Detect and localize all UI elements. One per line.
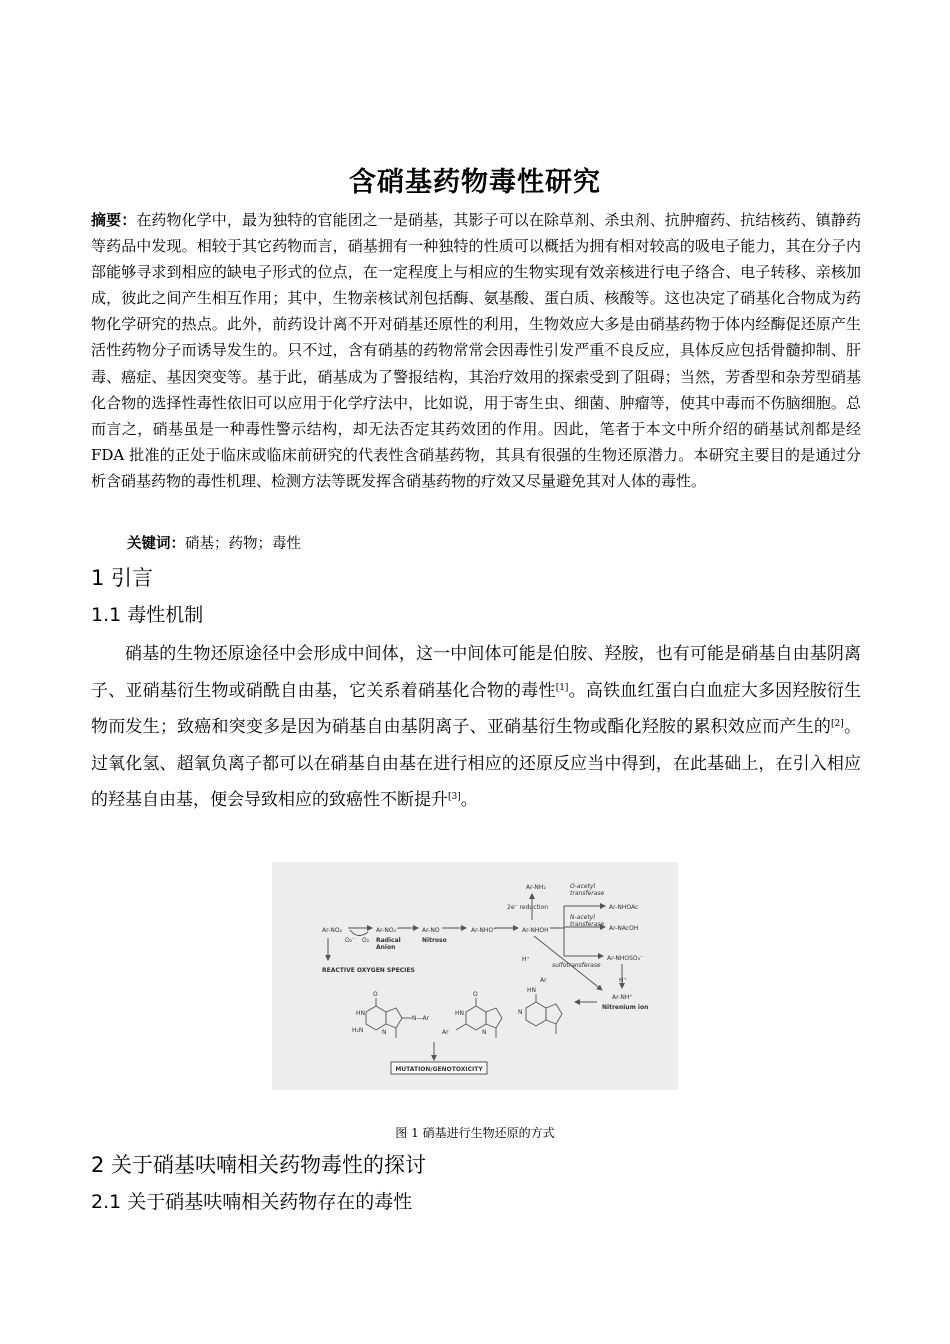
struct1-n: N (382, 1029, 387, 1036)
fig-label-o2: O₂ (362, 937, 370, 944)
section-heading-2: 2 关于硝基呋喃相关药物毒性的探讨 (91, 1153, 427, 1177)
citation-3[interactable]: [3] (448, 792, 461, 802)
struct2-ar: Ar (442, 1029, 449, 1036)
abstract-text: 在药物化学中，最为独特的官能团之一是硝基，其影子可以在除草剂、杀虫剂、抗肿瘤药、抗结核药、镇静药等药品中发现。相较于其它药物而言，硝基拥有一种独特的性质可以概括为拥有相对较高的吸电子能力，其在分子内部能够寻求到相应的缺电子形式的位点，在一定程度上与相应的生物实现有效亲核进行电子络合、电子转移、亲核加成，彼此之间产生相互作用；其中，生物亲核试剂包括酶、氨基酸、蛋白质、核酸等。这也决定了硝基化合物成为药物化学研究的热点。此外，前药设计离不开对硝基还原性的利用，生物效应大多是由硝基药物于体内经酶促还原产生活性药物分子而诱导发生的。只不过，含有硝基的药物常常会因毒性引发严重不良反应，具体反应包括骨髓抑制、肝毒、癌症、基因突变等。基于此，硝基成为了警报结构，其治疗效用的探索受到了阻碍；当然，芳香型和杂芳型硝基化合物的选择性毒性依旧可以应用于化学疗法中，比如说，用于寄生虫、细菌、肿瘤等，使其中毒而不伤脑细胞。总而言之，硝基虽是一种毒性警示结构，却无法否定其药效团的作用。因此，笔者于本文中所介绍的硝基试剂都是经 FDA 批准的正处于临床或临床前研究的代表性含硝基药物，其具有很强的生物还原潜力。本研究主要目的是通过分析含硝基药物的毒性机理、检测方法等既发挥含硝基药物的疗效又尽量避免其对人体的毒性。 (91, 211, 861, 490)
fig-label-arnacoh: Ar-NAcOH (609, 925, 639, 932)
paper-title: 含硝基药物毒性研究 (349, 167, 601, 198)
fig-label-radical: Radical (376, 937, 401, 944)
fig-label-hplus-2: H⁺ (619, 977, 627, 984)
fig-label-transferase-1: transferase (570, 890, 605, 897)
fig-label-arnho: Ar-NHO⁻ (471, 927, 497, 934)
fig-label-hplus-1: H⁺ (522, 956, 530, 963)
struct1-hn: HN (356, 1010, 365, 1017)
fig-label-n-acetyl: N-acetyl (570, 914, 595, 921)
guanine-adduct-structure-1 (366, 998, 412, 1038)
fig-label-ros: REACTIVE OXYGEN SPECIES (322, 967, 415, 974)
abstract (91, 207, 861, 494)
fig-label-nitroso: Nitroso (422, 937, 447, 944)
keywords (127, 533, 301, 555)
body-text-3: 。过氧化氢、超氧负离子都可以在硝基自由基在进行相应的还原反应当中得到，在此基础上，在引入相应的羟基自由基，便会导致相应的致癌性不断提升 (91, 717, 862, 810)
fig-label-arnhplus: Ar-NH⁺ (612, 994, 633, 1001)
subsection-heading-2-1: 2.1 关于硝基呋喃相关药物存在的毒性 (91, 1191, 413, 1213)
section-heading-1: 1 引言 (91, 566, 154, 590)
fig-label-o2-minus: O₂⁻ (345, 937, 356, 944)
fig-label-arnhoh: Ar-NHOH (522, 927, 549, 934)
struct1-o: O (373, 991, 378, 998)
fig-label-arno2: Ar-NO₂ (322, 927, 342, 934)
fig-label-o-acetyl: O-acetyl (570, 883, 596, 890)
fig-label-anion: Anion (376, 944, 396, 951)
citation-2[interactable]: [2] (831, 719, 844, 729)
keywords-label: 关键词： (127, 536, 185, 552)
struct2-n: N (482, 1029, 487, 1036)
struct1-ar: N—Ar (412, 1015, 430, 1022)
abstract-label: 摘要： (91, 211, 137, 229)
struct3-ar: Ar (540, 977, 547, 984)
fig-label-reduction: 2e⁻ reduction (507, 904, 549, 911)
fig-label-transferase-2: transferase (570, 921, 605, 928)
struct3-n: N (518, 1009, 523, 1016)
fig-label-arno: Ar-NO (422, 927, 440, 934)
fig-label-arno2-radical: Ar-NO₂⁻ (376, 927, 400, 934)
fig-label-arnhoso3: Ar-NHOSO₃⁻ (607, 955, 644, 962)
struct2-o: O (473, 991, 478, 998)
body-text-2: 。高铁血红蛋白白血症大多因羟胺衍生物而发生；致癌和突变多是因为硝基自由基阴离子、亚硝基衍生物或酯化羟胺的累积效应而产生的 (91, 680, 862, 737)
fig-label-mutation: MUTATION/GENOTOXICITY (395, 1066, 483, 1073)
guanine-adduct-structure-2 (456, 998, 502, 1038)
adenine-adduct-structure-3 (526, 994, 562, 1034)
struct1-h2n: H₂N (352, 1027, 364, 1034)
subsection-heading-1-1: 1.1 毒性机制 (91, 604, 204, 626)
citation-1[interactable]: [1] (555, 682, 569, 693)
struct3-hn: HN (527, 987, 536, 994)
figure-1-caption: 图 1 硝基进行生物还原的方式 (395, 1126, 555, 1140)
body-text-4: 。 (460, 790, 478, 810)
fig-label-arnh2: Ar-NH₂ (526, 884, 546, 891)
body-text-1: 硝基的生物还原途径中会形成中间体，这一中间体可能是伯胺、羟胺，也有可能是硝基自由基阴离子、亚硝基衍生物或硝酰自由基，它关系着硝基化合物的毒性 (91, 644, 861, 701)
keywords-text: 硝基；药物；毒性 (185, 536, 301, 552)
fig-label-nitrenium: Nitrenium ion (602, 1004, 649, 1011)
fig-label-arnhoac: Ar-NHOAc (609, 904, 639, 911)
fig-label-sulfotransferase: sulfotransferase (552, 962, 601, 969)
figure-1-diagram (272, 862, 678, 1090)
body-paragraph (91, 636, 861, 819)
struct2-hn: HN (455, 1010, 464, 1017)
